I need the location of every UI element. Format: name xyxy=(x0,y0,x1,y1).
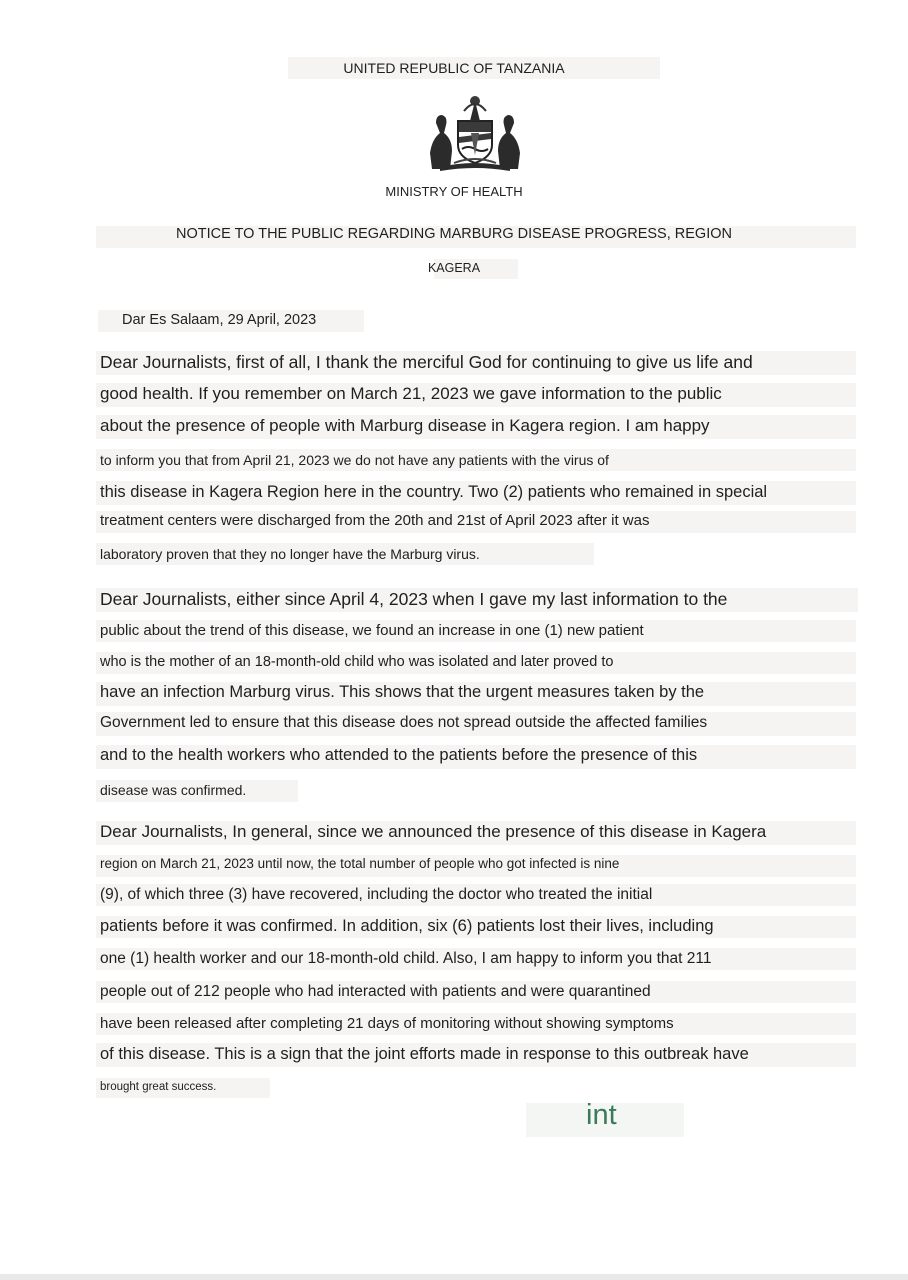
paragraph-line: to inform you that from April 21, 2023 we do not have any patients with the virus of xyxy=(100,452,609,468)
paragraph-line: people out of 212 people who had interacted with patients and were quarantined xyxy=(100,983,651,1000)
paragraph-line: public about the trend of this disease, we found an increase in one (1) new patient xyxy=(100,622,644,639)
paragraph-line: Government led to ensure that this disease does not spread outside the affected families xyxy=(100,714,708,731)
page-edge xyxy=(0,1274,908,1280)
country-heading: UNITED REPUBLIC OF TANZANIA xyxy=(343,60,565,76)
paragraph-line: one (1) health worker and our 18-month-old child. Also, I am happy to inform you that 211 xyxy=(100,950,712,967)
coat-of-arms-icon xyxy=(426,93,524,173)
paragraph-line: about the presence of people with Marburg disease in Kagera region. I am happy xyxy=(100,416,710,435)
paragraph-line: treatment centers were discharged from the 20th and 21st of April 2023 after it was xyxy=(100,512,650,529)
paragraph-line: of this disease. This is a sign that the joint efforts made in response to this outbreak have xyxy=(100,1045,749,1063)
paragraph-line: have been released after completing 21 days of monitoring without showing symptoms xyxy=(100,1015,674,1032)
paragraph-line: have an infection Marburg virus. This shows that the urgent measures taken by the xyxy=(100,683,705,701)
ministry-heading: MINISTRY OF HEALTH xyxy=(385,184,523,199)
paragraph-line: region on March 21, 2023 until now, the total number of people who got infected is nine xyxy=(100,856,620,871)
notice-title-line-2: KAGERA xyxy=(427,261,481,275)
dateline: Dar Es Salaam, 29 April, 2023 xyxy=(122,312,317,328)
paragraph-line: laboratory proven that they no longer have the Marburg virus. xyxy=(100,546,480,562)
paragraph-line: this disease in Kagera Region here in the country. Two (2) patients who remained in special xyxy=(100,483,768,501)
paragraph-line: good health. If you remember on March 21, 2023 we gave information to the public xyxy=(100,384,722,403)
paragraph-line: (9), of which three (3) have recovered, including the doctor who treated the initial xyxy=(100,886,653,903)
paragraph-line: patients before it was confirmed. In addition, six (6) patients lost their lives, including xyxy=(100,917,714,935)
paragraph-line: Dear Journalists, In general, since we announced the presence of this disease in Kagera xyxy=(100,822,767,841)
paragraph-line: who is the mother of an 18-month-old child who was isolated and later proved to xyxy=(100,654,614,670)
paragraph-line: and to the health workers who attended to the patients before the presence of this xyxy=(100,746,698,764)
notice-title-line-1: NOTICE TO THE PUBLIC REGARDING MARBURG DISEASE PROGRESS, REGION xyxy=(176,226,732,242)
paragraph-line: brought great success. xyxy=(100,1081,217,1093)
paragraph-line: disease was confirmed. xyxy=(100,782,247,798)
stamp-text: int xyxy=(586,1099,617,1131)
paragraph-line: Dear Journalists, first of all, I thank the merciful God for continuing to give us life and xyxy=(100,352,753,372)
paragraph-line: Dear Journalists, either since April 4, 2023 when I gave my last information to the xyxy=(100,589,728,609)
